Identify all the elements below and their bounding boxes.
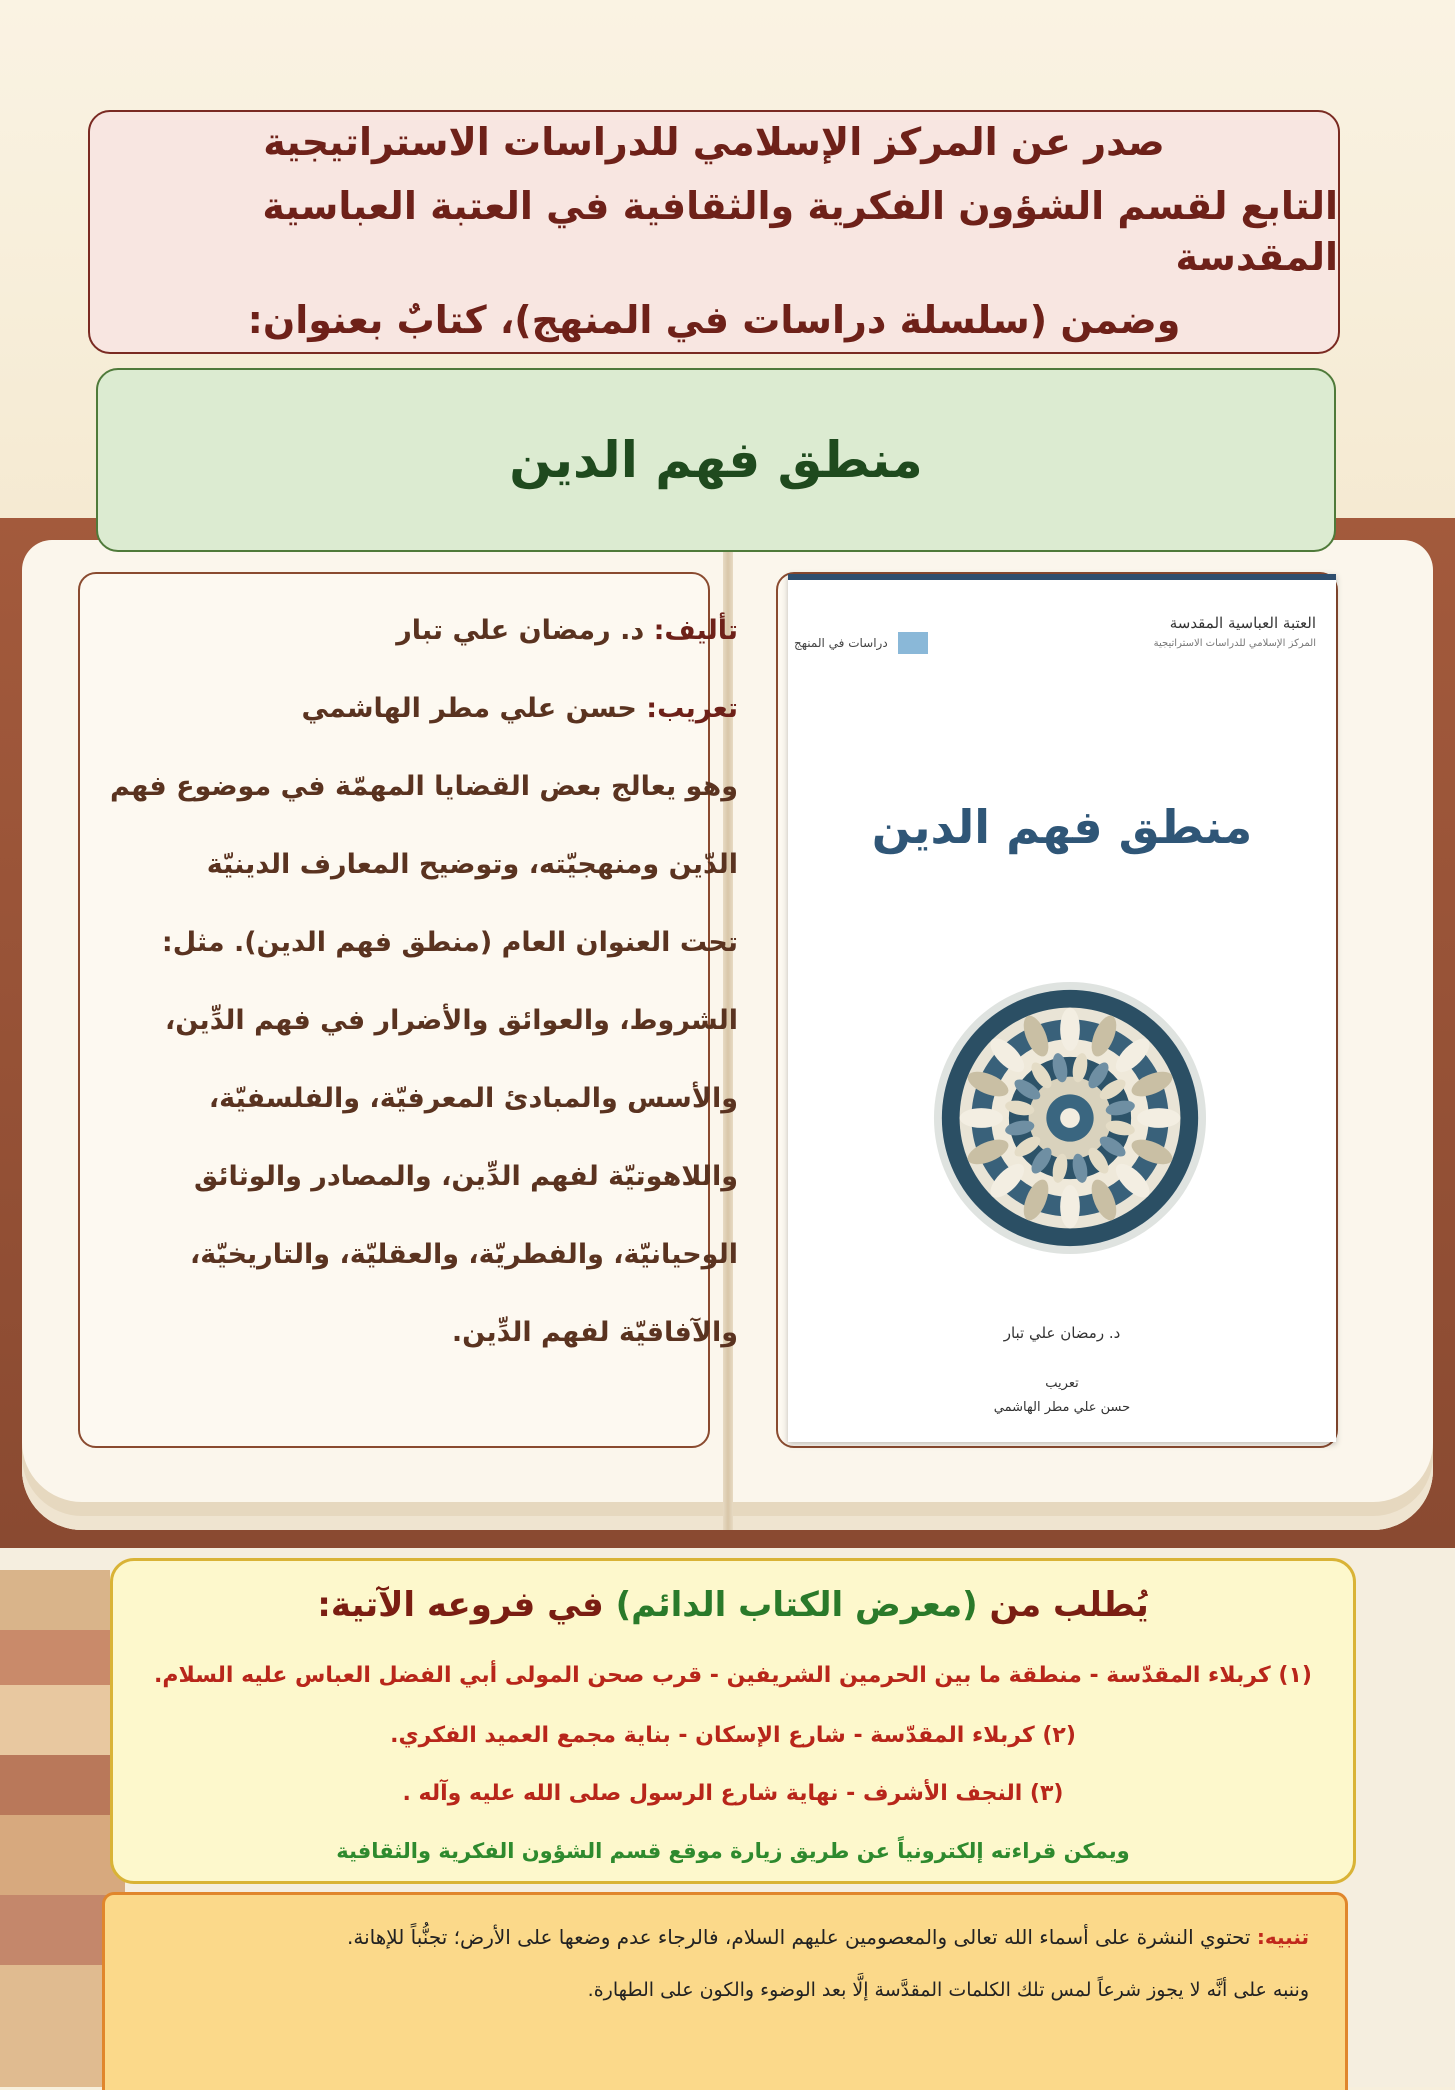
cover-title: منطق فهم الدين [871,800,1253,854]
availability-box [110,1558,1356,1884]
description-line: الدّين ومنهجيّته، وتوضيح المعارف الدينيّة [206,849,738,880]
description-line: الوحيانيّة، والفطريّة، والعقليّة، والتاريخيّة، [189,1239,738,1270]
cover-author: د. رمضان علي تبار [1003,1324,1121,1342]
availability-heading [113,1585,1353,1625]
warning-label: تنبيه: [1256,1925,1309,1949]
cover-translation-label: تعريب [1045,1376,1079,1391]
warning-line-2: وننبه على أنَّه لا يجوز شرعاً لمس تلك الكلمات المقدَّسة إلَّا بعد الوضوء والكون على الطهارة. [587,1979,1309,2001]
notice-line-3: وضمن (سلسلة دراسات في المنهج)، كتابٌ بعنوان: [247,298,1181,343]
exhibition-name: (معرض الكتاب الدائم) [615,1585,978,1625]
description-line: وهو يعالج بعض القضايا المهمّة في موضوع فهم [110,771,738,802]
translator-label: تعريب: [646,693,738,724]
description-line: والآفاقيّة لفهم الدِّين. [451,1317,738,1348]
description-text [100,605,738,1385]
author-line [100,605,738,657]
book-title: منطق فهم الدين [509,431,923,489]
islamic-rosette-ornament [932,980,1208,1256]
translator-line [100,683,738,735]
branch-item: (٣) النجف الأشرف - نهاية شارع الرسول صلى الله عليه وآله . [402,1781,1064,1806]
notice-line-1: صدر عن المركز الإسلامي للدراسات الاستراتيجية [263,120,1165,165]
series-label: دراسات في المنهج [794,636,888,650]
publisher-logo-subtitle: المركز الإسلامي للدراسات الاستراتيجية [1153,638,1316,649]
notice-line-2: التابع لقسم الشؤون الفكرية والثقافية في العتبة العباسية المقدسة [262,183,1338,279]
cover-translator: حسن علي مطر الهاشمي [993,1400,1131,1415]
description-line: الشروط، والعوائق والأضرار في فهم الدِّين، [165,1005,738,1036]
warning-box [102,1892,1348,2090]
series-badge [794,632,928,654]
description-line: واللاهوتيّة لفهم الدِّين، والمصادر والوثائق [194,1161,738,1192]
heading-prefix: يُطلب من [989,1585,1149,1625]
publisher-notice-box [88,110,1340,354]
book-title-banner [96,368,1336,552]
description-line: والأسس والمبادئ المعرفيّة، والفلسفيّة، [208,1083,738,1114]
publisher-logo: العتبة العباسية المقدسة [1169,614,1316,632]
heading-suffix: في فروعه الآتية: [317,1585,604,1625]
warning-text-1: تحتوي النشرة على أسماء الله تعالى والمعصومين عليهم السلام، فالرجاء عدم وضعها على الأرض؛ تجنُّباً للإهانة. [346,1925,1251,1949]
series-color-square [898,632,928,654]
online-reading-note: ويمكن قراءته إلكترونياً عن طريق زيارة موقع قسم الشؤون الفكرية والثقافية [336,1839,1130,1863]
translator-name: حسن علي مطر الهاشمي [301,693,637,724]
description-line: تحت العنوان العام (منطق فهم الدين). مثل: [161,927,738,958]
author-name: د. رمضان علي تبار [396,615,645,646]
branch-item: (٢) كربلاء المقدّسة - شارع الإسكان - بناية مجمع العميد الفكري. [390,1723,1076,1748]
branch-item: (١) كربلاء المقدّسة - منطقة ما بين الحرمين الشريفين - قرب صحن المولى أبي الفضل العباس عليه السلام. [154,1663,1312,1688]
book-cover-image [788,574,1336,1442]
author-label: تأليف: [653,615,738,646]
warning-line-1 [347,1925,1309,1949]
